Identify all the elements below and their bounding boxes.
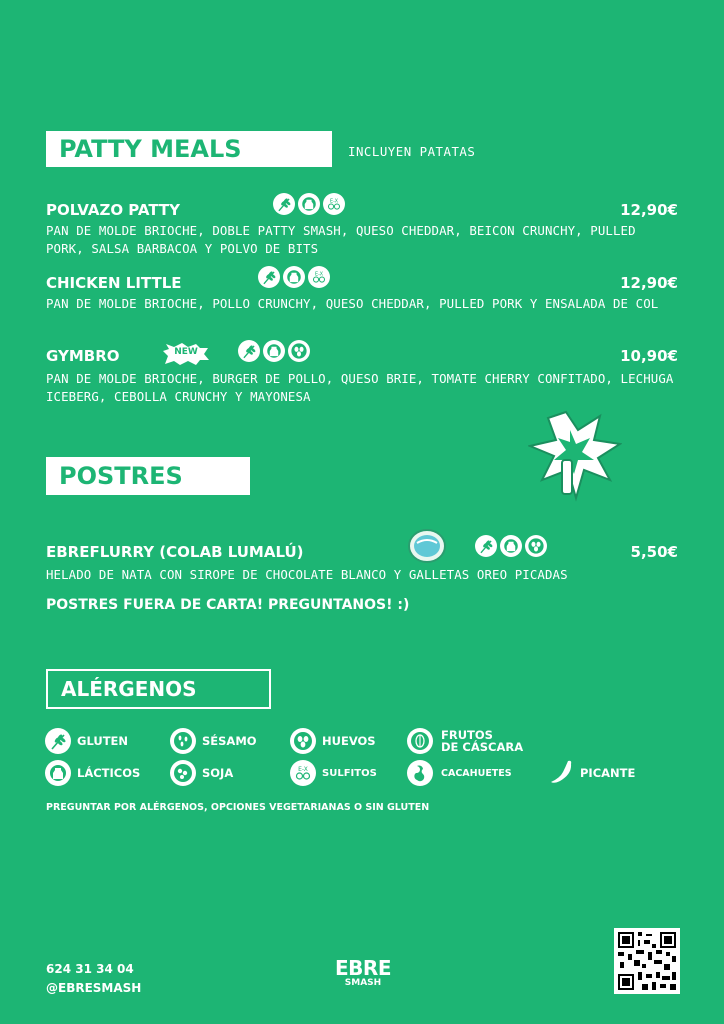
allergen-icons-polvazo — [273, 193, 353, 217]
logo-bottom: SMASH — [344, 978, 382, 988]
alergenos-note: PREGUNTAR POR ALÉRGENOS, OPCIONES VEGETARIANAS O SIN GLUTEN — [46, 802, 430, 813]
sulfitos-icon — [323, 193, 345, 215]
item-price-polvazo: 12,90€ — [620, 201, 678, 219]
allergen-label-lacticos: LÁCTICOS — [77, 766, 141, 780]
allergen-icons-ebreflurry — [475, 535, 555, 559]
frutos-icon — [407, 728, 433, 754]
alergenos-title: ALÉRGENOS — [61, 677, 197, 701]
item-price-ebreflurry: 5,50€ — [630, 543, 678, 561]
allergen-icons-gymbro — [238, 340, 318, 364]
huevos-icon — [290, 728, 316, 754]
svg-text:E-X: E-X — [329, 198, 339, 205]
picante-icon — [548, 758, 574, 786]
allergen-label-frutos: FRUTOS DE CÁSCARA — [441, 728, 524, 754]
item-name-ebreflurry: EBREFLURRY (COLAB LUMALÚ) — [46, 543, 304, 561]
allergen-label-sulfitos: SULFITOS — [322, 768, 377, 779]
item-desc-ebreflurry: HELADO DE NATA CON SIROPE DE CHOCOLATE BLANCO Y GALLETAS OREO PICADAS — [46, 567, 568, 582]
gluten-icon — [258, 266, 280, 288]
item-name-gymbro: GYMBRO — [46, 347, 120, 365]
item-desc-chicken-little: PAN DE MOLDE BRIOCHE, POLLO CRUNCHY, QUESO CHEDDAR, PULLED PORK Y ENSALADA DE COL — [46, 296, 659, 311]
postres-title: POSTRES — [59, 462, 183, 490]
footer-handle: @EBRESMASH — [46, 981, 142, 995]
gluten-icon — [273, 193, 295, 215]
ebre-smash-logo — [333, 958, 393, 994]
allergen-label-cacahuetes: CACAHUETES — [441, 768, 512, 779]
item-desc-polvazo: PAN DE MOLDE BRIOCHE, DOBLE PATTY SMASH, QUESO CHEDDAR, BEICON CRUNCHY, PULLED PORK, SALSA BARBACOA Y POLVO DE BITS — [46, 223, 636, 256]
item-price-chicken-little: 12,90€ — [620, 274, 678, 292]
gluten-icon — [45, 728, 71, 754]
patty-note: INCLUYEN PATATAS — [348, 144, 476, 159]
patty-meals-title: PATTY MEALS — [59, 135, 242, 163]
sulfitos-icon — [308, 266, 330, 288]
lacticos-icon — [298, 193, 320, 215]
huevos-icon — [288, 340, 310, 362]
huevos-icon — [525, 535, 547, 557]
soja-icon — [170, 760, 196, 786]
sulfitos-icon — [290, 760, 316, 786]
allergen-label-gluten: GLUTEN — [77, 734, 129, 748]
section-title-alergenos — [46, 669, 271, 709]
item-desc-gymbro: PAN DE MOLDE BRIOCHE, BURGER DE POLLO, QUESO BRIE, TOMATE CHERRY CONFITADO, LECHUGA ICEBERG, CEBOLLA CRUNCHY Y MAYONESA — [46, 371, 674, 404]
item-price-gymbro: 10,90€ — [620, 347, 678, 365]
item-name-chicken-little: CHICKEN LITTLE — [46, 274, 182, 292]
allergen-icons-chicken-little — [258, 266, 338, 290]
lacticos-icon — [45, 760, 71, 786]
section-title-patty-meals — [46, 131, 332, 167]
lacticos-icon — [500, 535, 522, 557]
item-name-polvazo: POLVAZO PATTY — [46, 201, 181, 219]
sesamo-icon — [170, 728, 196, 754]
lumalu-logo — [408, 529, 446, 563]
footer-phone: 624 31 34 04 — [46, 962, 134, 976]
lacticos-icon — [263, 340, 285, 362]
allergen-label-picante: PICANTE — [580, 766, 636, 780]
qr-code-icon[interactable] — [614, 928, 680, 994]
allergen-label-soja: SOJA — [202, 766, 234, 780]
gluten-icon — [475, 535, 497, 557]
svg-text:E-X: E-X — [314, 271, 324, 278]
postres-extra: POSTRES FUERA DE CARTA! PREGUNTANOS! :) — [46, 597, 410, 613]
new-badge-label: NEW — [174, 347, 198, 357]
new-badge — [162, 342, 210, 366]
section-title-postres — [46, 457, 250, 495]
gluten-icon — [238, 340, 260, 362]
logo-top: EBRE — [335, 956, 391, 980]
allergen-label-huevos: HUEVOS — [322, 734, 376, 748]
cacahuetes-icon — [407, 760, 433, 786]
svg-text:E-X: E-X — [298, 766, 308, 773]
lacticos-icon — [283, 266, 305, 288]
star-sticker-icon — [528, 410, 622, 502]
allergen-label-sesamo: SÉSAMO — [202, 734, 257, 748]
